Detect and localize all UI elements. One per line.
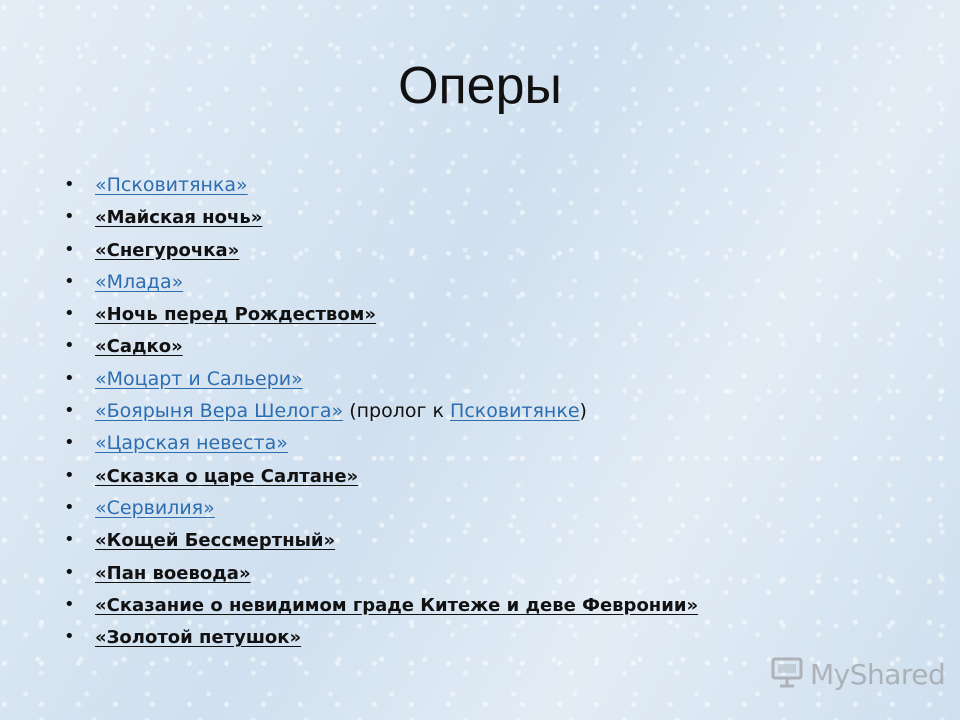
opera-link-pskovityanka[interactable]: «Псковитянка» [95,174,248,196]
slide-title: Оперы [398,57,562,115]
opera-item [64,589,698,621]
bullet: • [64,593,75,615]
opera-item [64,169,698,201]
bullet: • [64,174,75,195]
opera-item [64,524,698,556]
bullet: • [64,432,75,454]
opera-item [64,330,698,362]
bullet: • [64,367,75,389]
bullet: • [64,303,75,325]
opera-link-boyarynya-vera-sheloga[interactable]: «Боярыня Вера Шелога» [95,400,344,423]
opera-link-skazanie-o-kitezhe[interactable]: «Сказание о невидимом граде Китеже и деве Февронии» [95,594,699,616]
opera-list [64,169,698,653]
opera-link-koschey-bessmertny[interactable]: «Кощей Бессмертный» [95,530,336,552]
opera-link-sadko[interactable]: «Садко» [95,336,183,358]
opera-item [64,298,698,330]
opera-link-zolotoy-petushok[interactable]: «Золотой петушок» [95,627,302,649]
opera-item [64,363,698,395]
bullet: • [64,626,75,648]
opera-link-skazka-o-tsare-saltane[interactable]: «Сказка о царе Салтане» [95,465,359,487]
prologue-note-close: ) [579,400,587,423]
opera-link-motsart-i-salieri[interactable]: «Моцарт и Сальери» [95,367,303,390]
opera-item [64,621,698,653]
bullet: • [64,270,75,292]
opera-item [64,234,698,266]
bullet: • [64,561,75,583]
opera-link-mayskaya-noch[interactable]: «Майская ночь» [95,207,263,229]
opera-item [64,395,698,427]
opera-item [64,557,698,589]
opera-link-pan-voevoda[interactable]: «Пан воевода» [95,562,251,584]
opera-item [64,427,698,459]
opera-link-snegurochka[interactable]: «Снегурочка» [95,239,240,261]
opera-item [64,492,698,524]
bullet: • [64,529,75,551]
opera-link-pskovityanke[interactable]: Псковитянке [450,400,580,423]
bullet: • [64,335,75,357]
opera-link-serviliya[interactable]: «Сервилия» [95,496,215,519]
opera-link-mlada[interactable]: «Млада» [95,270,184,293]
watermark-text: MyShared [810,657,946,691]
bullet: • [64,464,75,486]
opera-item [64,460,698,492]
opera-link-noch-pered-rozhdestvom[interactable]: «Ночь перед Рождеством» [95,304,377,326]
bullet: • [64,238,75,260]
opera-item [64,201,698,233]
bullet: • [64,400,75,422]
bullet: • [64,206,75,228]
opera-link-tsarskaya-nevesta[interactable]: «Царская невеста» [95,432,288,455]
presentation-board-icon [770,655,804,694]
opera-item [64,266,698,298]
watermark [770,654,945,694]
prologue-note: (пролог к [343,400,451,423]
bullet: • [64,496,75,518]
